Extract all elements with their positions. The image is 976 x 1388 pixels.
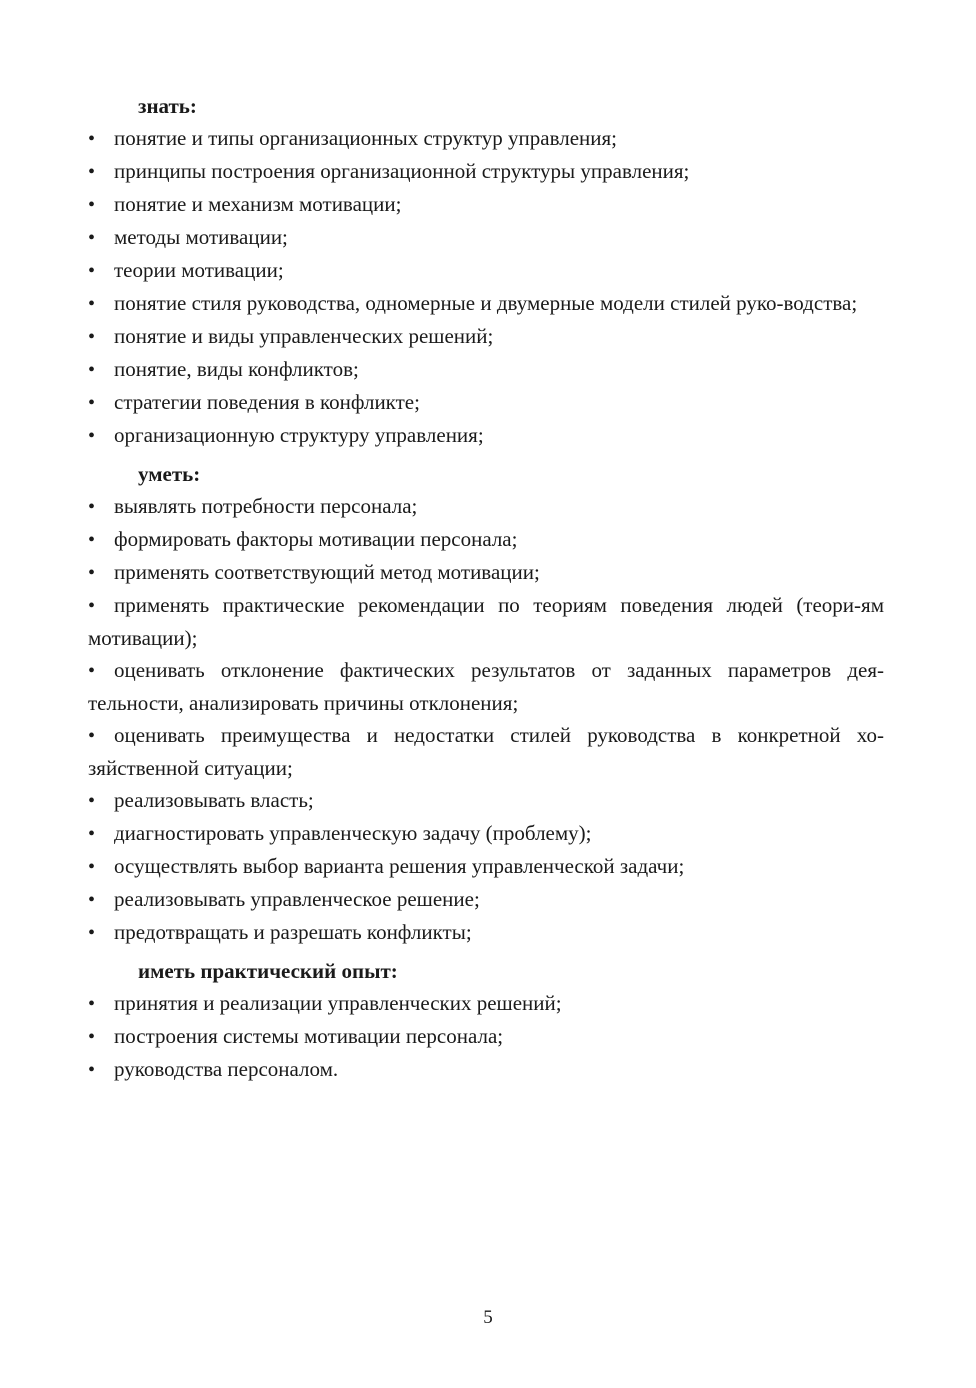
bullet-icon: •	[88, 326, 96, 348]
list-item	[88, 523, 884, 556]
bullet-icon: •	[88, 161, 96, 183]
list-item	[88, 883, 884, 916]
list-item-text: оценивать преимущества и недостатки стилей руководства в конкретной хо-зяйственной ситуации;	[88, 723, 884, 780]
list-item	[88, 254, 884, 287]
list-item-text: принципы построения организационной структуры управления;	[114, 159, 690, 183]
bullet-icon: •	[88, 922, 96, 944]
list-item	[88, 719, 884, 784]
bullet-icon: •	[88, 359, 96, 381]
section-heading: уметь:	[138, 462, 201, 486]
list-item	[88, 784, 884, 817]
list-item-text: понятие и механизм мотивации;	[114, 192, 402, 216]
list-item-text: понятие и виды управленческих решений;	[114, 324, 494, 348]
list-item	[88, 221, 884, 254]
bullet-icon: •	[88, 660, 96, 682]
section-heading: знать:	[138, 94, 197, 118]
list-item-text: формировать факторы мотивации персонала;	[114, 527, 518, 551]
competencies-content	[88, 90, 884, 1086]
list-item	[88, 287, 884, 320]
bullet-icon: •	[88, 595, 96, 617]
list-item	[88, 353, 884, 386]
list-item	[88, 916, 884, 949]
bullet-list	[88, 490, 884, 949]
bullet-icon: •	[88, 562, 96, 584]
bullet-icon: •	[88, 425, 96, 447]
list-item	[88, 987, 884, 1020]
list-item	[88, 490, 884, 523]
bullet-icon: •	[88, 496, 96, 518]
list-item	[88, 817, 884, 850]
bullet-icon: •	[88, 392, 96, 414]
list-item-text: руководства персоналом.	[114, 1057, 339, 1081]
bullet-icon: •	[88, 128, 96, 150]
list-item	[88, 654, 884, 719]
list-item	[88, 1020, 884, 1053]
bullet-icon: •	[88, 194, 96, 216]
bullet-icon: •	[88, 227, 96, 249]
bullet-icon: •	[88, 260, 96, 282]
list-item-text: понятие и типы организационных структур управления;	[114, 126, 617, 150]
list-item-text: построения системы мотивации персонала;	[114, 1024, 504, 1048]
bullet-icon: •	[88, 889, 96, 911]
list-item-text: диагностировать управленческую задачу (проблему);	[114, 821, 592, 845]
list-item-text: понятие, виды конфликтов;	[114, 357, 359, 381]
list-item	[88, 589, 884, 654]
list-item-text: выявлять потребности персонала;	[114, 494, 418, 518]
list-item	[88, 386, 884, 419]
list-item-text: принятия и реализации управленческих решений;	[114, 991, 562, 1015]
list-item-text: осуществлять выбор варианта решения управленческой задачи;	[114, 854, 685, 878]
bullet-icon: •	[88, 1059, 96, 1081]
list-item-text: теории мотивации;	[114, 258, 284, 282]
bullet-list	[88, 122, 884, 452]
list-item-text: организационную структуру управления;	[114, 423, 484, 447]
list-item	[88, 188, 884, 221]
section-be-able	[88, 458, 884, 949]
list-item-text: применять соответствующий метод мотивации;	[114, 560, 540, 584]
bullet-icon: •	[88, 529, 96, 551]
bullet-icon: •	[88, 993, 96, 1015]
list-item-text: предотвращать и разрешать конфликты;	[114, 920, 472, 944]
section-know	[88, 90, 884, 452]
list-item	[88, 419, 884, 452]
bullet-icon: •	[88, 1026, 96, 1048]
list-item	[88, 122, 884, 155]
bullet-icon: •	[88, 725, 96, 747]
bullet-icon: •	[88, 856, 96, 878]
bullet-icon: •	[88, 823, 96, 845]
list-item	[88, 850, 884, 883]
list-item-text: оценивать отклонение фактических результатов от заданных параметров дея-тельности, анализировать причины отклонения;	[88, 658, 884, 715]
list-item-text: методы мотивации;	[114, 225, 288, 249]
section-practical-experience	[88, 955, 884, 1086]
list-item-text: реализовывать власть;	[114, 788, 314, 812]
bullet-icon: •	[88, 293, 96, 315]
list-item-text: стратегии поведения в конфликте;	[114, 390, 420, 414]
bullet-icon: •	[88, 790, 96, 812]
page-number: 5	[483, 1307, 493, 1328]
section-heading: иметь практический опыт:	[138, 959, 398, 983]
list-item	[88, 1053, 884, 1086]
list-item	[88, 556, 884, 589]
list-item	[88, 320, 884, 353]
list-item-text: применять практические рекомендации по теориям поведения людей (теори-ям мотивации);	[88, 593, 884, 650]
list-item	[88, 155, 884, 188]
bullet-list	[88, 987, 884, 1086]
list-item-text: понятие стиля руководства, одномерные и двумерные модели стилей руко-водства;	[114, 291, 858, 315]
list-item-text: реализовывать управленческое решение;	[114, 887, 480, 911]
